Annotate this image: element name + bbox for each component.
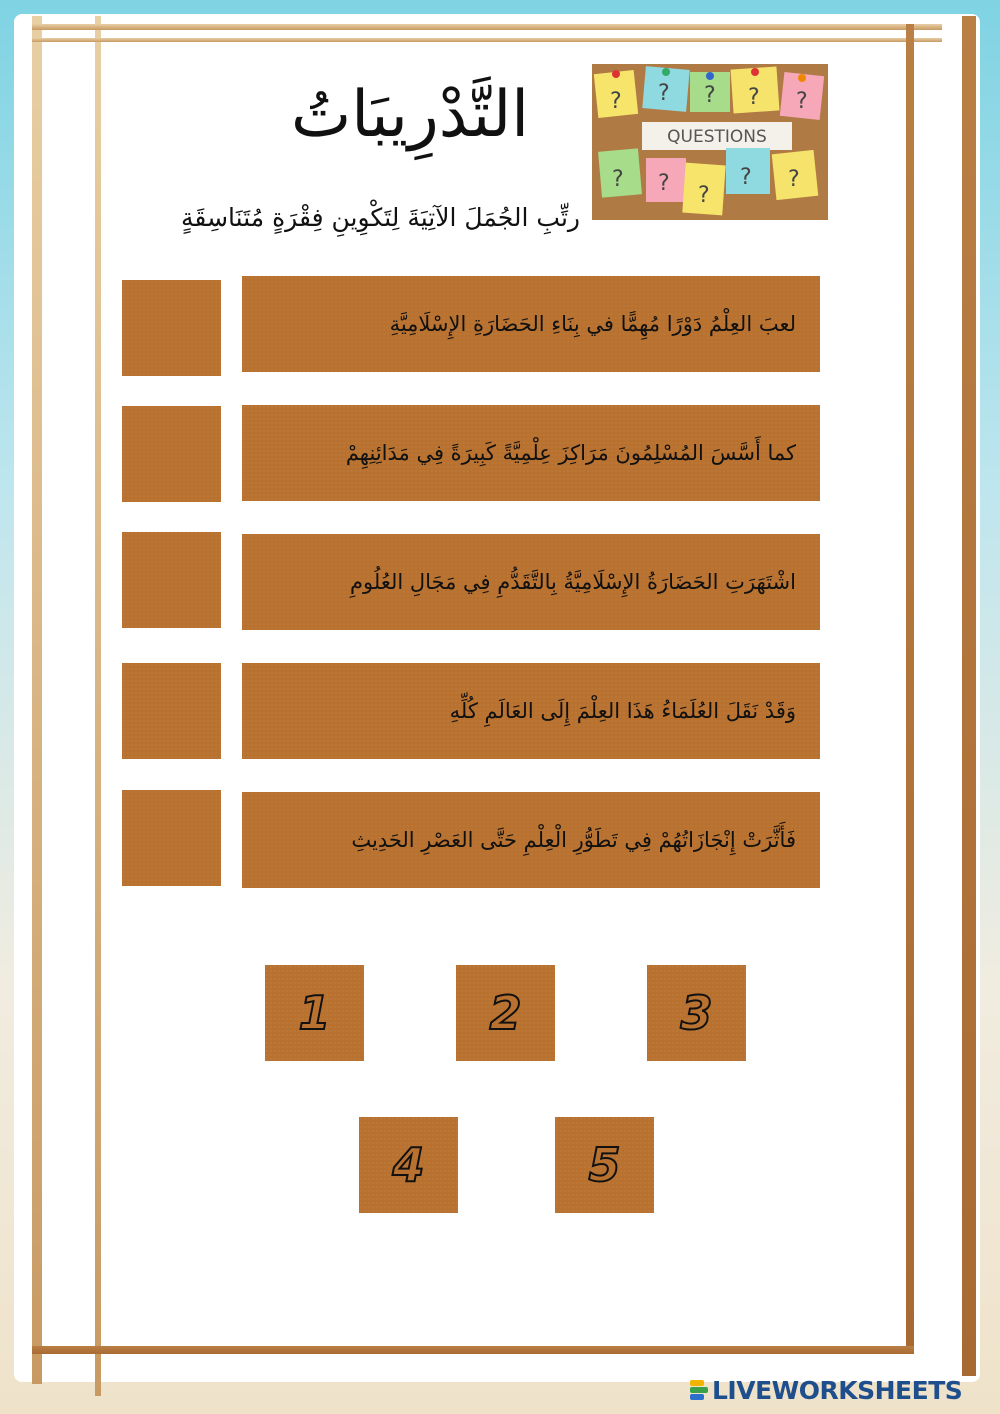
svg-text:?: ?	[704, 83, 716, 108]
number-tile-4[interactable]	[359, 1117, 458, 1213]
svg-text:?: ?	[658, 81, 670, 106]
sentence-3[interactable]: اشْتَهَرَتِ الحَضَارَةُ الإِسْلَامِيَّةُ بِالتَّقَدُّمِ فِي مَجَالِ العُلُومِ	[242, 534, 820, 630]
svg-text:?: ?	[740, 165, 752, 190]
svg-text:?: ?	[658, 171, 670, 196]
number-label: 1	[298, 986, 331, 1040]
number-label: 2	[489, 986, 522, 1040]
answer-slot-4[interactable]	[122, 663, 221, 759]
frame-left-inner	[95, 16, 101, 1396]
page-title: التَّدْرِيبَاتُ	[291, 78, 529, 152]
instruction-text: رتِّبِ الجُمَلَ الآتِيَةَ لِتَكْوِينِ فِقْرَةٍ مُتَنَاسِقَةٍ	[181, 203, 580, 232]
frame-right-outer	[962, 16, 976, 1376]
svg-text:?: ?	[612, 167, 624, 192]
sentence-5[interactable]: فَأَثَّرَتْ إِنْجَازَاتُهُمْ فِي تَطَوُّرِ الْعِلْمِ حَتَّى العَصْرِ الحَدِيثِ	[242, 792, 820, 888]
frame-left-outer	[32, 16, 42, 1384]
number-label: 3	[680, 986, 713, 1040]
liveworksheets-icon	[690, 1377, 708, 1403]
answer-slot-5[interactable]	[122, 790, 221, 886]
frame-right-inner	[906, 24, 914, 1354]
answer-slot-1[interactable]	[122, 280, 221, 376]
number-tile-2[interactable]	[456, 965, 555, 1061]
answer-slot-3[interactable]	[122, 532, 221, 628]
sentence-1[interactable]: لعبَ العِلْمُ دَوْرًا مُهِمًّا في بِنَاءِ الحَضَارَةِ الإِسْلَامِيَّةِ	[242, 276, 820, 372]
number-tile-3[interactable]	[647, 965, 746, 1061]
liveworksheets-logo[interactable]	[690, 1372, 990, 1408]
svg-text:?: ?	[698, 183, 710, 208]
svg-text:?: ?	[610, 89, 622, 114]
number-tile-1[interactable]	[265, 965, 364, 1061]
svg-text:?: ?	[748, 85, 760, 110]
svg-text:?: ?	[796, 89, 808, 114]
sentence-4[interactable]: وَقَدْ نَقَلَ العُلَمَاءُ هَذَا العِلْمَ إِلَى العَالَمِ كُلِّهِ	[242, 663, 820, 759]
number-label: 5	[588, 1138, 621, 1192]
number-label: 4	[392, 1138, 425, 1192]
frame-bottom	[32, 1346, 914, 1354]
answer-slot-2[interactable]	[122, 406, 221, 502]
brand-name: LIVEWORKSHEETS	[712, 1375, 963, 1405]
number-tile-5[interactable]	[555, 1117, 654, 1213]
sentence-2[interactable]: كما أَسَّسَ المُسْلِمُونَ مَرَاكِزَ عِلْمِيَّةً كَبِيرَةً فِي مَدَائِنِهِمْ	[242, 405, 820, 501]
frame-top-inner	[32, 38, 942, 42]
questions-board-image	[592, 64, 828, 220]
questions-caption: QUESTIONS	[667, 127, 767, 147]
frame-top	[32, 24, 942, 30]
svg-text:?: ?	[788, 167, 800, 192]
